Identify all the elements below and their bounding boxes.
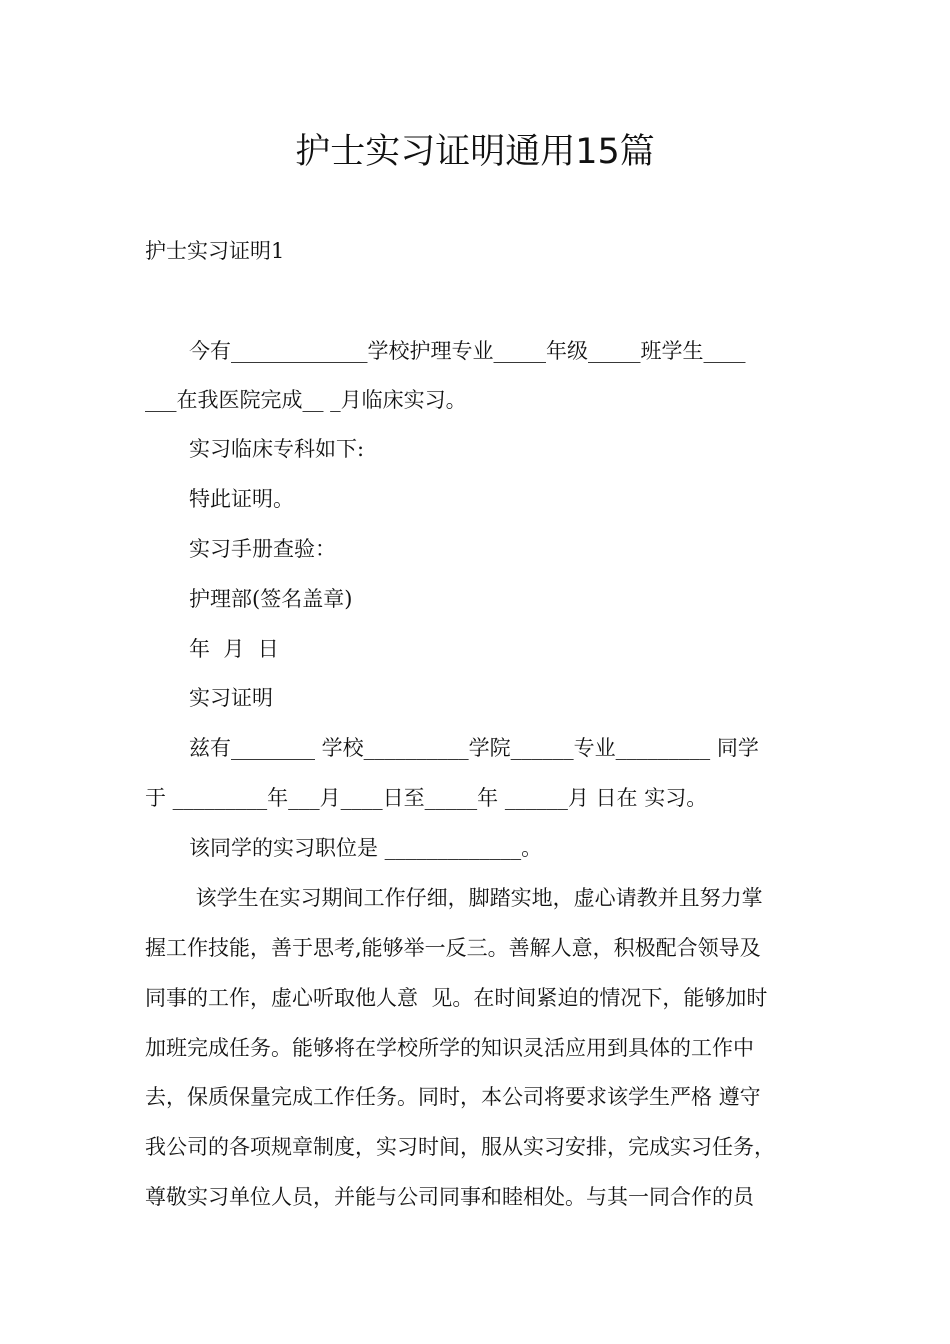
body-line: 握工作技能，善于思考,能够举一反三。善解人意，积极配合领导及 bbox=[145, 936, 761, 960]
body-line: 年 月 日 bbox=[189, 637, 279, 661]
body-line: 同事的工作，虚心听取他人意 见。在时间紧迫的情况下，能够加时 bbox=[145, 986, 768, 1010]
body-line: 去，保质保量完成工作任务。同时，本公司将要求该学生严格 遵守 bbox=[145, 1085, 761, 1109]
document-title: 护士实习证明通用15篇 bbox=[295, 132, 655, 172]
section-heading: 护士实习证明1 bbox=[145, 239, 285, 263]
body-line: 护理部(签名盖章) bbox=[189, 587, 353, 611]
body-line: 我公司的各项规章制度，实习时间，服从实习安排，完成实习任务， bbox=[145, 1135, 775, 1159]
body-line: 实习手册查验： bbox=[189, 537, 336, 561]
body-line: 于 _________年___月____日至_____年 ______月 日在 实习。 bbox=[145, 786, 708, 810]
body-line: 尊敬实习单位人员，并能与公司同事和睦相处。与其一同合作的员 bbox=[145, 1185, 754, 1209]
body-line: 加班完成任务。能够将在学校所学的知识灵活应用到具体的工作中 bbox=[145, 1036, 754, 1060]
body-line: 今有_____________学校护理专业_____年级_____班学生____ bbox=[189, 339, 746, 363]
body-line: 特此证明。 bbox=[189, 487, 294, 511]
body-line: 实习证明 bbox=[189, 686, 273, 710]
body-line: 兹有________ 学校__________学院______专业_________ 同学 bbox=[189, 736, 759, 760]
body-line: 该学生在实习期间工作仔细，脚踏实地，虚心请教并且努力掌 bbox=[189, 886, 763, 910]
body-line: 该同学的实习职位是 _____________。 bbox=[189, 836, 543, 860]
body-line: 实习临床专科如下: bbox=[189, 437, 365, 461]
body-line: ___在我医院完成__ _月临床实习。 bbox=[145, 388, 467, 412]
